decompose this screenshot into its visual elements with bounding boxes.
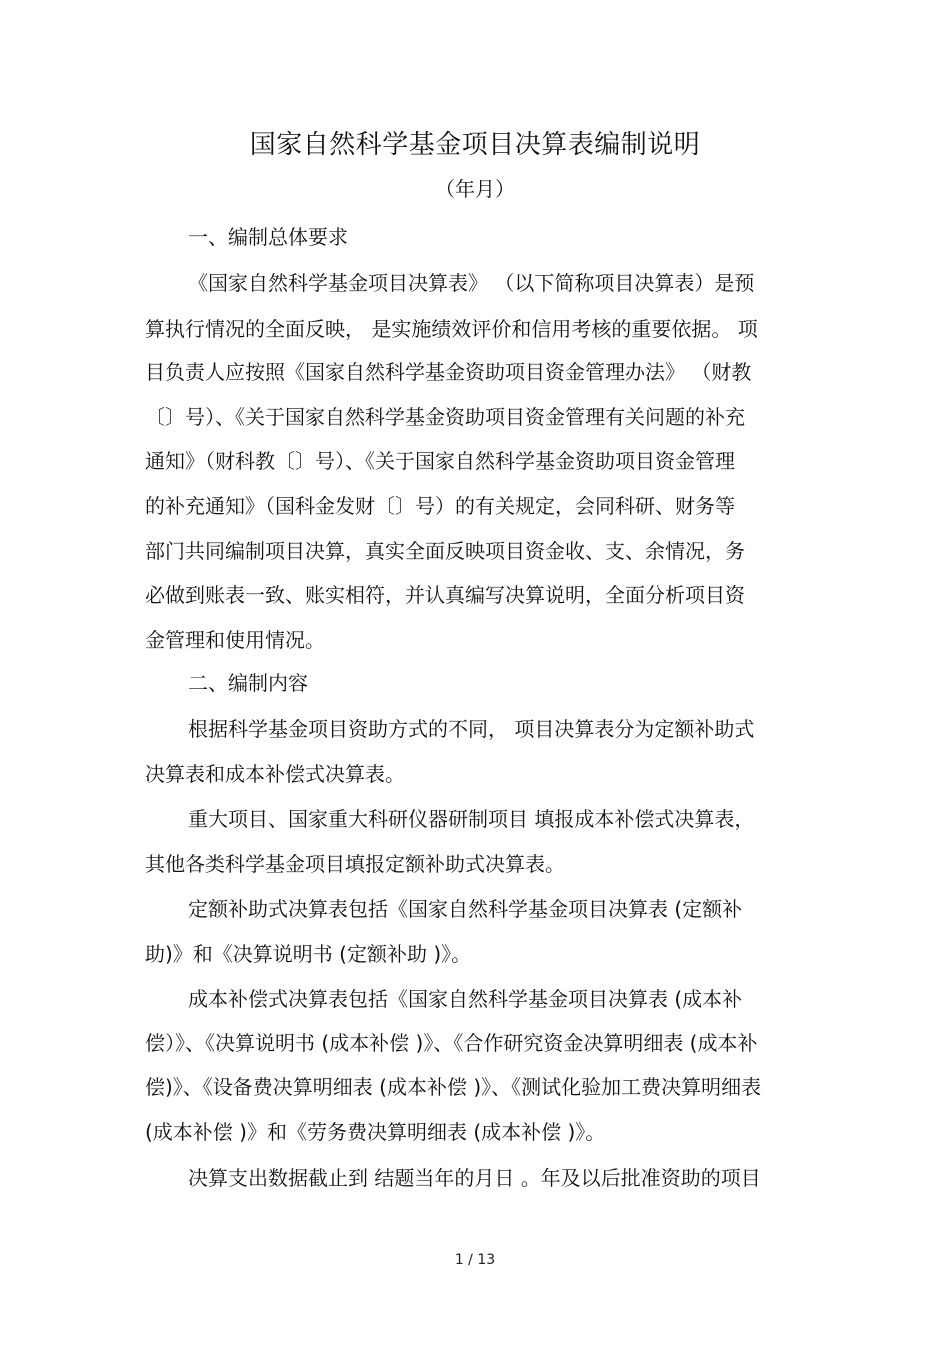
body-line: 重大项目、国家重大科研仪器研制项目 填报成本补偿式决算表， <box>188 807 755 831</box>
body-line: 算执行情况的全面反映， 是实施绩效评价和信用考核的重要依据。 项 <box>145 317 758 341</box>
body-line: 的补充通知》（国科金发财〔〕号）的有关规定，会同科研、财务等 <box>145 494 735 518</box>
body-line: 部门共同编制项目决算，真实全面反映项目资金收、支、余情况，务 <box>145 539 745 563</box>
body-line: 目负责人应按照《国家自然科学基金资助项目资金管理办法》 （财教 <box>145 360 752 384</box>
body-line: 《国家自然科学基金项目决算表》 （以下简称项目决算表）是预 <box>188 271 755 295</box>
body-line: 根据科学基金项目资助方式的不同， 项目决算表分为定额补助式 <box>188 717 755 741</box>
body-line: 偿)》、《设备费决算明细表 (成本补偿 )》、《测试化验加工费决算明细表 <box>145 1075 762 1099</box>
body-line: (成本补偿 )》和《劳务费决算明细表 (成本补偿 )》。 <box>145 1120 606 1144</box>
section-heading-2: 二、编制内容 <box>188 671 308 695</box>
body-line: 决算表和成本补偿式决算表。 <box>145 762 405 786</box>
body-line: 决算支出数据截止到 结题当年的月日 。年及以后批准资助的项目 <box>188 1166 761 1190</box>
body-line: 其他各类科学基金项目填报定额补助式决算表。 <box>145 852 565 876</box>
body-line: 〔〕号）、《关于国家自然科学基金资助项目资金管理有关问题的补充 <box>145 405 745 429</box>
body-line: 成本补偿式决算表包括《国家自然科学基金项目决算表 (成本补 <box>188 987 743 1011</box>
page-indicator: 1 / 13 <box>454 1252 496 1268</box>
document-subtitle: （年月） <box>435 177 515 201</box>
body-line: 通知》（财科教〔〕号）、《关于国家自然科学基金资助项目资金管理 <box>145 449 735 473</box>
body-line: 定额补助式决算表包括《国家自然科学基金项目决算表 (定额补 <box>188 897 743 921</box>
body-line: 助)》和《决算说明书 (定额补助 )》。 <box>145 942 472 966</box>
document-title: 国家自然科学基金项目决算表编制说明 <box>249 130 701 160</box>
body-line: 金管理和使用情况。 <box>145 628 325 652</box>
body-line: 偿）》、《决算说明书 (成本补偿 )》、《合作研究资金决算明细表 (成本补 <box>145 1031 758 1055</box>
body-line: 必做到账表一致、账实相符，并认真编写决算说明，全面分析项目资 <box>145 583 745 607</box>
section-heading-1: 一、编制总体要求 <box>188 225 348 249</box>
